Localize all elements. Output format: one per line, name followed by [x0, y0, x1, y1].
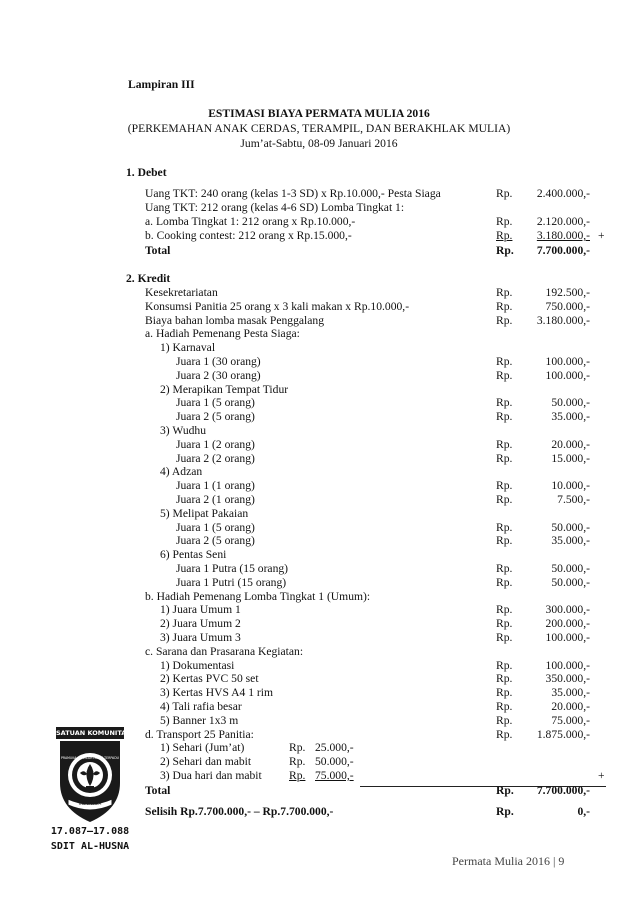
row-label: 2) Merapikan Tempat Tidur [160, 382, 289, 396]
document-subtitle: (PERKEMAHAN ANAK CERDAS, TERAMPIL, DAN BERAKHLAK MULIA) [127, 122, 511, 135]
row-label: 3) Dua hari dan mabit [160, 769, 262, 782]
row-amount: 2.400.000,- [536, 187, 590, 200]
row-currency: Rp. [496, 493, 513, 506]
document-date: Jum’at-Sabtu, 08-09 Januari 2016 [240, 137, 398, 150]
kredit-total-rp: Rp. [496, 784, 514, 797]
row-label: Juara 2 (1 orang) [176, 493, 255, 506]
row-label: Juara 1 (2 orang) [176, 437, 255, 451]
row-amount: 35.000,- [551, 686, 590, 700]
row-amount: 750.000,- [545, 299, 590, 313]
row-amount: 1.875.000,- [536, 727, 590, 741]
row-label: Juara 2 (30 orang) [176, 368, 261, 382]
row-amount: 100.000,- [545, 658, 590, 672]
row-amount: 35.000,- [551, 534, 590, 548]
row-amount: 3.180.000,- [536, 313, 590, 327]
document-title: ESTIMASI BIAYA PERMATA MULIA 2016 [208, 107, 430, 120]
row-currency: Rp. [496, 672, 513, 686]
debet-total-label: Total [145, 244, 171, 257]
row-label: 4) Adzan [160, 465, 203, 479]
row-amount: 50.000,- [551, 575, 590, 589]
row-label: Juara 1 (1 orang) [176, 479, 255, 493]
row-label: b. Hadiah Pemenang Lomba Tingkat 1 (Umum): [145, 589, 371, 603]
row-amount: 200.000,- [545, 617, 590, 631]
row-currency: Rp. [496, 299, 513, 313]
row-label: b. Cooking contest: 212 orang x Rp.15.000,- [145, 229, 352, 242]
row-label: 5) Melipat Pakaian [160, 506, 249, 520]
difference-amount: 0,- [577, 805, 590, 818]
row-amount: 35.000,- [551, 410, 590, 424]
attachment-label: Lampiran III [128, 78, 195, 91]
row-label: 3) Juara Umum 3 [160, 631, 241, 644]
row-label: Uang TKT: 212 orang (kelas 4-6 SD) Lomba Tingkat 1: [145, 201, 405, 214]
row-label: 1) Dokumentasi [160, 658, 235, 672]
sub-amount: 50.000,- [315, 755, 354, 769]
debet-total-rp: Rp. [496, 244, 514, 257]
sub-amount: 75.000,- [315, 769, 354, 782]
row-amount: 350.000,- [545, 672, 590, 686]
row-label: Juara 1 Putra (15 orang) [176, 562, 289, 575]
debet-total-amount: 7.700.000,- [536, 244, 590, 257]
row-currency: Rp. [496, 700, 513, 713]
page-number: 9 [558, 854, 565, 868]
row-currency: Rp. [496, 562, 513, 575]
row-label: 2) Kertas PVC 50 set [160, 672, 259, 686]
row-currency: Rp. [496, 396, 513, 410]
footer-text: Permata Mulia 2016 [452, 854, 550, 868]
row-label: Juara 1 Putri (15 orang) [176, 575, 287, 589]
row-amount: 15.000,- [551, 451, 590, 465]
kredit-heading: 2. Kredit [126, 272, 171, 285]
row-amount: 100.000,- [545, 355, 590, 368]
row-currency: Rp. [496, 410, 513, 424]
row-currency: Rp. [496, 229, 513, 242]
row-label: Juara 2 (2 orang) [176, 451, 255, 465]
row-amount: 50.000,- [551, 562, 590, 575]
row-amount: 50.000,- [551, 520, 590, 534]
row-amount: 100.000,- [545, 631, 590, 644]
row-currency: Rp. [496, 713, 513, 727]
row-label: Juara 1 (30 orang) [176, 355, 261, 368]
row-currency: Rp. [496, 479, 513, 493]
sub-currency: Rp. [289, 755, 306, 769]
row-currency: Rp. [496, 437, 513, 451]
row-currency: Rp. [496, 617, 513, 631]
row-label: 1) Juara Umum 1 [160, 603, 241, 617]
row-currency: Rp. [496, 355, 513, 368]
row-label: 6) Pentas Seni [160, 548, 227, 562]
row-currency: Rp. [496, 686, 513, 700]
page-footer [452, 854, 564, 869]
row-currency: Rp. [496, 575, 513, 589]
sub-currency: Rp. [289, 741, 306, 755]
row-label: 1) Karnaval [160, 341, 216, 355]
row-label: Kesekretariatan [145, 286, 218, 299]
kredit-total-amount: 7.700.000,- [536, 784, 590, 797]
row-currency: Rp. [496, 727, 513, 741]
sum-plus-sign: + [598, 769, 605, 782]
row-label: 3) Kertas HVS A4 1 rim [160, 686, 274, 700]
row-label: c. Sarana dan Prasarana Kegiatan: [145, 644, 304, 658]
row-label: Biaya bahan lomba masak Penggalang [145, 313, 325, 327]
row-currency: Rp. [496, 520, 513, 534]
row-amount: 3.180.000,- [536, 229, 590, 242]
row-label: a. Hadiah Pemenang Pesta Siaga: [145, 327, 300, 341]
row-amount: 192.500,- [545, 286, 590, 299]
row-amount: 10.000,- [551, 479, 590, 493]
row-label: 2) Juara Umum 2 [160, 617, 241, 631]
row-currency: Rp. [496, 215, 513, 228]
row-currency: Rp. [496, 658, 513, 672]
row-label: 5) Banner 1x3 m [160, 713, 239, 727]
row-currency: Rp. [496, 603, 513, 617]
badge-school-name: SDIT AL-HUSNA [50, 841, 130, 852]
badge-number: 17.087–17.088 [50, 826, 130, 837]
row-label: 2) Sehari dan mabit [160, 755, 252, 769]
difference-rp: Rp. [496, 805, 514, 818]
row-label: a. Lomba Tingkat 1: 212 orang x Rp.10.000,- [145, 215, 356, 228]
row-amount: 300.000,- [545, 603, 590, 617]
row-label: 3) Wudhu [160, 424, 207, 437]
scout-seal-icon [56, 739, 124, 824]
sum-plus-sign: + [598, 229, 605, 242]
row-label: Juara 1 (5 orang) [176, 396, 255, 410]
seal-top-text: PRAMUKA SEKOLAH ISLAM TERPADU [60, 756, 120, 760]
badge-banner: SATUAN KOMUNITAS [56, 729, 131, 737]
row-currency: Rp. [496, 631, 513, 644]
row-label: Juara 1 (5 orang) [176, 520, 255, 534]
row-label: 1) Sehari (Jum’at) [160, 741, 245, 755]
row-amount: 75.000,- [551, 713, 590, 727]
row-currency: Rp. [496, 286, 513, 299]
row-label: Uang TKT: 240 orang (kelas 1-3 SD) x Rp.10.000,- Pesta Siaga [145, 187, 441, 200]
sub-amount: 25.000,- [315, 741, 354, 755]
row-currency: Rp. [496, 368, 513, 382]
sub-currency: Rp. [289, 769, 306, 782]
kredit-total-label: Total [145, 784, 171, 797]
row-currency: Rp. [496, 313, 513, 327]
row-currency: Rp. [496, 534, 513, 548]
row-amount: 20.000,- [551, 700, 590, 713]
row-amount: 100.000,- [545, 368, 590, 382]
debet-heading: 1. Debet [126, 166, 167, 179]
row-amount: 2.120.000,- [536, 215, 590, 228]
row-label: 4) Tali rafia besar [160, 700, 242, 713]
footer-separator: | [552, 854, 556, 868]
row-currency: Rp. [496, 451, 513, 465]
row-label: Juara 2 (5 orang) [176, 534, 255, 548]
row-label: Konsumsi Panitia 25 orang x 3 kali makan x Rp.10.000,- [145, 299, 410, 313]
row-label: Juara 2 (5 orang) [176, 410, 255, 424]
seal-bottom-text: INDONESIA [78, 801, 102, 806]
difference-label: Selisih Rp.7.700.000,- – Rp.7.700.000,- [145, 805, 334, 818]
row-amount: 50.000,- [551, 396, 590, 410]
row-currency: Rp. [496, 187, 513, 200]
row-amount: 7.500,- [557, 493, 590, 506]
row-amount: 20.000,- [551, 437, 590, 451]
row-label: d. Transport 25 Panitia: [145, 727, 254, 741]
school-badge [56, 727, 131, 828]
